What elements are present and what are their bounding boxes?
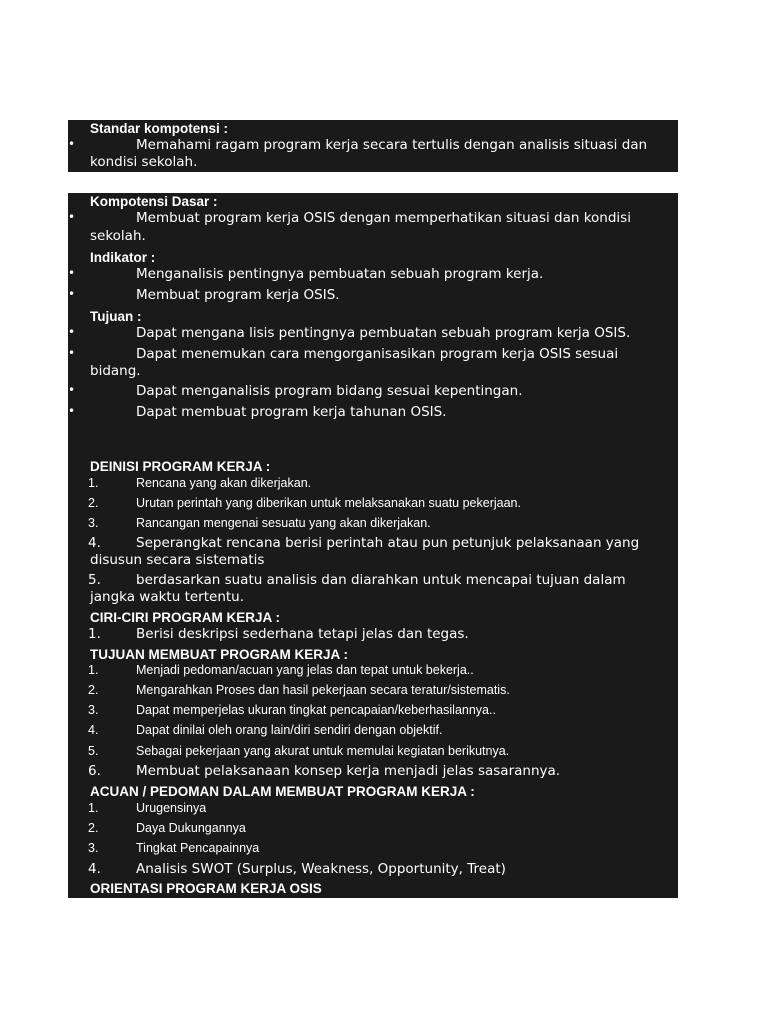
kompetensi-dasar-block: Kompotensi Dasar : • Membuat program kerja OSIS dengan memperhatikan situasi dan kondisi sekolah. Indikator : • Menganalisis pentingnya pembuatan sebuah program kerja. • Membuat program kerja OSIS. Tujuan : • Dapat mengana lisis pentingnya pembuatan sebuah program kerja OSIS. • Dapat menemukan cara mengorganisasikan program kerja OSIS sesuai bidang. • Dapat menganalisis program bidang sesuai kepentingan. • Dapat membuat program kerja tahunan OSIS. DEINISI PROGRAM KERJA : 1. Rencana yang akan dikerjakan. 2. Urutan perintah yang diberikan untuk melaksanakan suatu pekerjaan. 3. Rancangan mengenai sesuatu yang akan dikerjakan. 4. Seperangkat rencana berisi perintah atau pun petunjuk pelaksanaan yang disusun secara sistematis 5. berdasarkan suatu analisis dan diarahkan untuk mencapai tujuan dalam jangka waktu tertentu. CIRI-CIRI PROGRAM KERJA : 1. Berisi deskripsi sederhana tetapi jelas dan tegas. TUJUAN MEMBUAT PROGRAM KERJA : 1. Menjadi pedoman/acuan yang jelas dan tepat untuk bekerja.. 2. Mengarahkan Proses dan hasil pekerjaan secara teratur/sistematis. 3. Dapat memperjelas ukuran tingkat pencapaian/keberhasilannya.. 4. Dapat dinilai oleh orang lain/diri sendiri dengan objektif. 5. Sebagai pekerjaan yang akurat untuk memulai kegiatan berikutnya. 6. Membuat pelaksanaan konsep kerja menjadi jelas sasarannya. ACUAN / PEDOMAN DALAM MEMBUAT PROGRAM KERJA : 1. Urugensinya 2. Daya Dukungannya 3. Tingkat Pencapainnya 4. Analisis SWOT (Surplus, Weakness, Opportunity, Treat) ORIENTASI PROGRAM KERJA OSIS [68,193,678,898]
bullet-icon: • [68,287,76,301]
bullet-icon: • [68,137,76,151]
bullet-icon: • [68,383,76,397]
standar-kompetensi-block: Standar kompotensi : • Memahami ragam program kerja secara tertulis dengan analisis situasi dan kondisi sekolah. [68,120,678,172]
bullet-icon: • [68,346,76,360]
bullet-icon: • [68,325,76,339]
bullet-icon: • [68,404,76,418]
bullet-icon: • [68,210,76,224]
bullet-icon: • [68,266,76,280]
